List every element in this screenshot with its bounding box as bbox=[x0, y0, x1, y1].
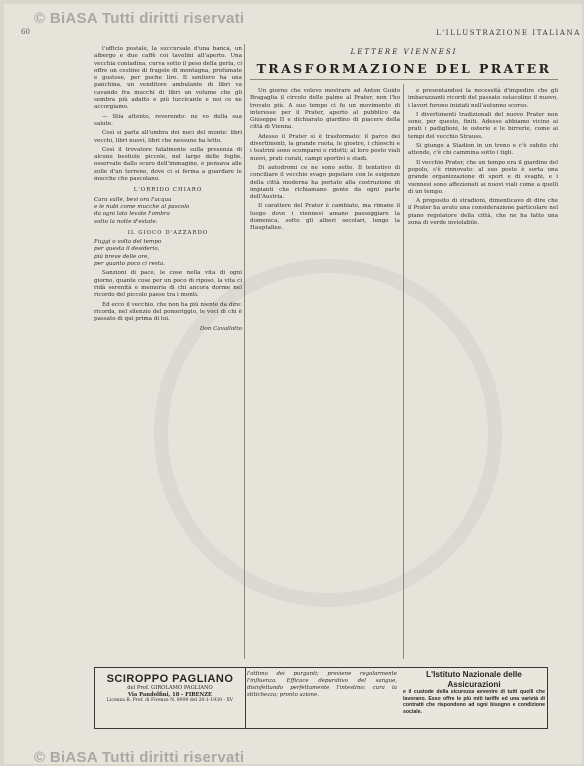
title-rule bbox=[250, 79, 558, 80]
article-kicker: LETTERE VIENNESI bbox=[350, 48, 458, 56]
paragraph: Di autodromi ce ne sono sette. Il tentativo di conciliare il vecchio svago popolare con le esigenze della città moderna ha portato alla costruzione di impianti che richiamano gente da ogni parte dell'Austria. bbox=[250, 164, 400, 201]
paragraph: l'ufficio postale, la succursale d'una banca, un albergo e due caffè coi tavolini all'aperto. Una vecchia contadina, curva sotto il peso della gerla, ci offre un cestino di fragole di montagna, profumate e gustose, per poche lire. Il sentiero ha una panchina, un venditore ambulante di libri va cavando fra mucchi di libri un volume che gli sembra più adatto e più luccicante e noi ce ne accorgiamo. bbox=[94, 46, 242, 111]
paragraph: Il vecchio Prater, che un tempo era il giardino del popolo, s'è rinnovato: al suo posto è sorta una grande organizzazione di sport e di svaghi, e i viennesi sono affezionati ai nuovi viali come a quelli di un tempo. bbox=[408, 159, 558, 195]
paragraph: Il carattere del Prater è cambiato, ma rimane il luogo dove i viennesi amano passeggiare la domenica, sotto gli alberi secolari, lungo la Hauptallee. bbox=[250, 203, 400, 232]
paragraph: — Stia attento, reverendo: ne vo della sua salute. bbox=[94, 113, 242, 127]
paragraph: A proposito di stradioni, dimenticavo di dire che il Prater ha avuto una considerazione particolare nel piano regolatore della città, che ne ha fatto una zona di verde inviolabile. bbox=[408, 198, 558, 227]
poem-title: L'ORRIDO CHIARO bbox=[133, 187, 203, 194]
column-divider-left bbox=[244, 44, 245, 659]
paragraph: Così il trovatore fatalmente sulla presenza di alcune bestiole piccole, nel largo delle foglie, osservate dallo scuro dell'immagine, e pensava alle zolle d'un terreno, dove ci si ferma a guardare le mucche che pascolano. bbox=[94, 146, 242, 183]
column-divider-right bbox=[403, 84, 404, 659]
page-number: 60 bbox=[21, 28, 30, 36]
poem: Fuggi o volta del tempo per questa il desiderio, più breve delle ore, per quanto poco ci resta. bbox=[94, 239, 166, 268]
ad-institute-name: L'Istituto Nazionale delle Assicurazioni bbox=[426, 670, 522, 689]
paragraph: Adesso il Prater si è trasformato: il parco dei divertimenti, la grande ruota, le giostre, i chioschi e i teatrini sono scomparsi o ridotti; al loro posto viali nuovi, prati curati, campi sportivi e stadi. bbox=[250, 133, 400, 162]
magazine-page bbox=[4, 4, 582, 764]
paragraph: I divertimenti tradizionali del nuovo Prater non sono, per questo, finiti. Adesso abbiamo vicino ai prati i padiglioni, le osterie e le birrerie, come ai tempi del vecchio Strauss. bbox=[408, 111, 558, 140]
ad-license: Licenza R. Pref. di Firenze N. 8999 del 20-1-1930 - XV bbox=[106, 698, 234, 704]
poem: Cara valle, bevi ora l'acqua e le nubi come mucche al pascolo da ogni lato levate l'ombra sotto la notte d'estate. bbox=[94, 196, 190, 225]
ad-brand: SCIROPPO PAGLIANO bbox=[106, 673, 234, 685]
column-middle bbox=[250, 88, 400, 235]
ad-maker: del Prof. GIROLAMO PAGLIANO bbox=[127, 685, 213, 691]
ad-institute-text: e il custode della sicurezza avvenire di tutti quelli che lavorano. Esso offre le più miti tariffe ed una varietà di contratti che rispondono ad ogni bisogno e condizione sociale. bbox=[403, 689, 545, 715]
paragraph: Si giunge a Stadion in un treno e c'è subito chi attende, c'è chi cammina sotto i tigli. bbox=[408, 143, 558, 157]
paragraph: Un giorno che volevo mostrare ad Anton Guido Bragaglia il circolo delle palme al Prater, non l'ho trovato più. A suo tempo ci fu un movimento di interesse per il Prater, aperto al pubblico da Giuseppe II e dichiarato giardino di piacere della città di Vienna. bbox=[250, 88, 400, 131]
author-signature: Don Cavallotto bbox=[199, 326, 242, 333]
column-left bbox=[94, 46, 242, 334]
watermark-bottom: © BiASA Tutti diritti riservati bbox=[34, 749, 245, 766]
paragraph: e presentandosi la necessità d'impedire che gli imbarazzanti ricordi del passato ostacolino il nuovo, i lavori furono iniziati nell'autunno scorso. bbox=[408, 88, 558, 109]
advertisement-box bbox=[94, 667, 548, 729]
paragraph: Così si parla all'ombra dei noci del monte: libri vecchi, libri nuovi, libri che nessuno ha letto. bbox=[94, 130, 242, 144]
paragraph: Sanzioni di pace, le cose nella vita di ogni giorno, quante cose per un poco di riposo, la vita ci ridà serenità e memoria di chi ancora dorme nel ricordo del piccolo paese tra i monti. bbox=[94, 270, 242, 299]
column-right bbox=[408, 88, 558, 229]
ad-syrup bbox=[95, 668, 246, 728]
article-title: TRASFORMAZIONE DEL PRATER bbox=[256, 61, 552, 76]
ad-insurance bbox=[403, 670, 545, 715]
poem-title: IL GIOCO D'AZZARDO bbox=[127, 229, 209, 236]
running-head: L'ILLUSTRAZIONE ITALIANA bbox=[436, 29, 581, 37]
ad-address: Via Pandolfini, 18 - FIRENZE bbox=[128, 691, 212, 698]
ad-slogan: l'ottimo dei purganti; previene regolarmente l'influenza. Efficace depurativo del sangue, disinfettando perfettamente l'intestino: cura la stitichezza; pronto azione. bbox=[247, 671, 397, 698]
watermark-top: © BiASA Tutti diritti riservati bbox=[34, 10, 245, 27]
paragraph: Ed ecco il vecchio, che non ha più niente da dire: ricorda, nel silenzio del pomeriggio, le voci di chi è passato di qui prima di lui. bbox=[94, 301, 242, 323]
